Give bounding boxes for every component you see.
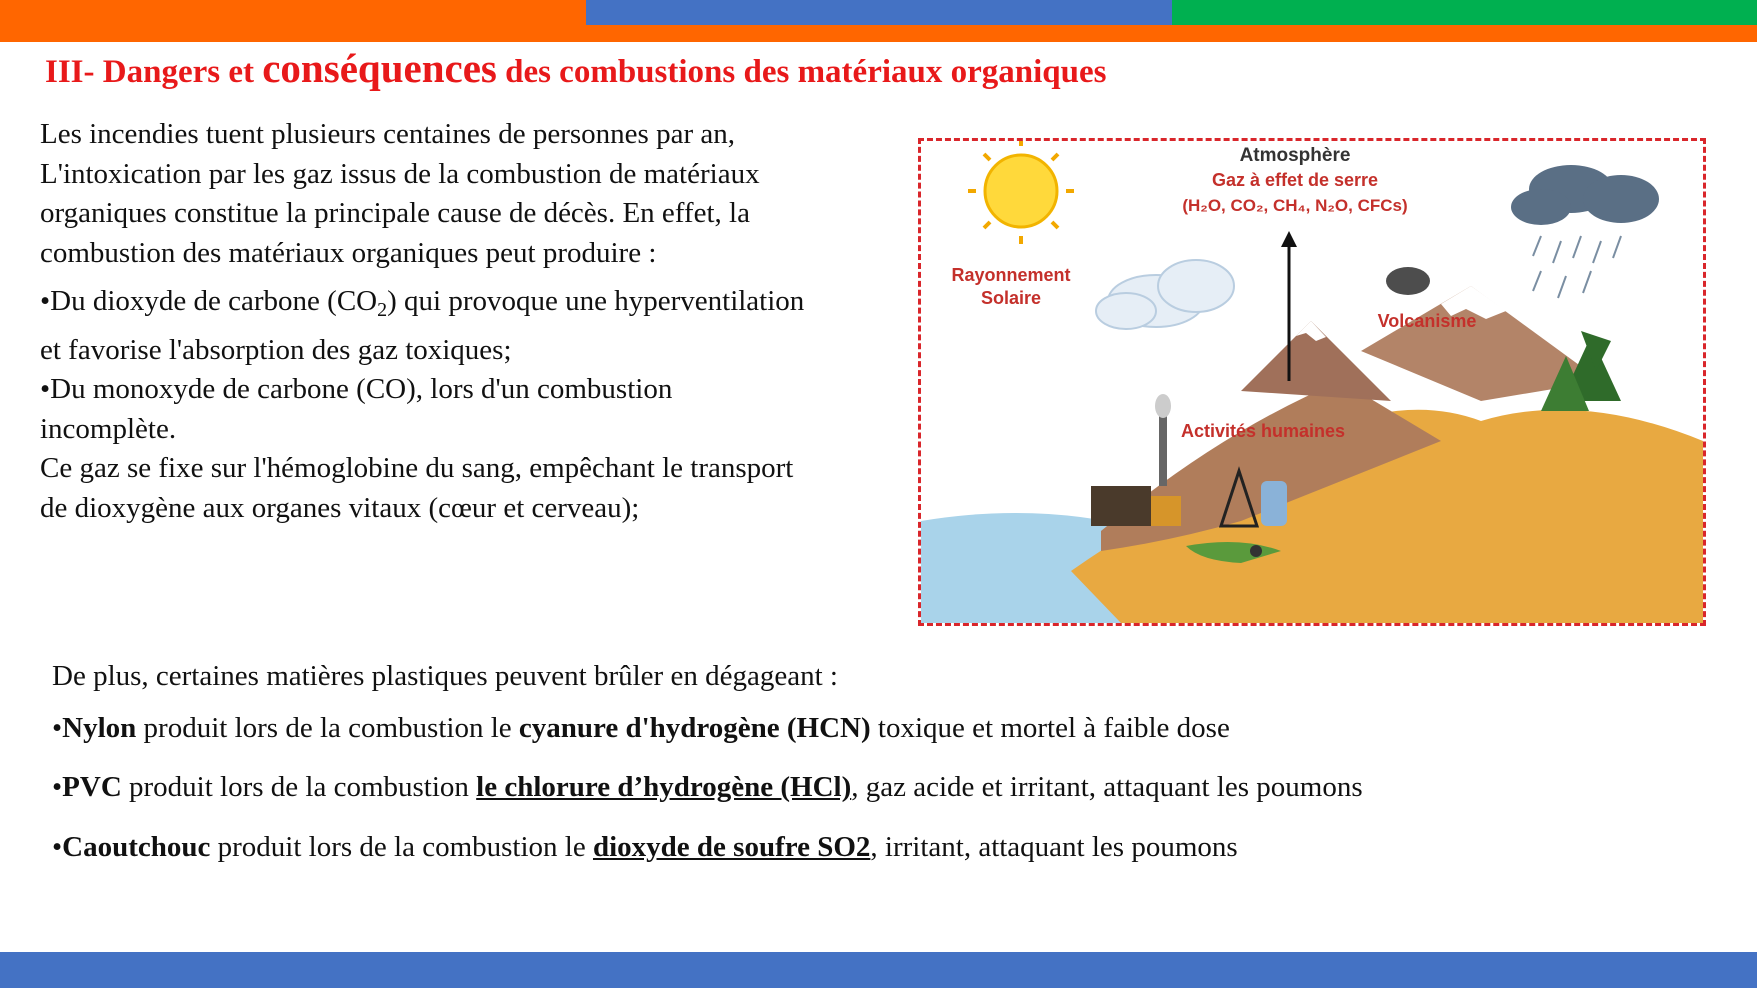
co2-bullet-line2: et favorise l'absorption des gaz toxiques;	[40, 333, 512, 366]
intro-line1: Les incendies tuent plusieurs centaines de personnes par an,	[40, 118, 735, 150]
plastic-item-pvc	[52, 771, 1363, 804]
plastic-text: produit lors de la combustion	[121, 771, 477, 803]
intro-paragraph	[40, 115, 920, 528]
plastic-effect: , gaz acide et irritant, attaquant les poumons	[851, 771, 1363, 803]
gas-name: cyanure d'hydrogène (HCN)	[518, 712, 871, 744]
co2-bullet-line1	[40, 282, 920, 331]
plastic-name: Nylon	[62, 712, 137, 744]
top-bar-orange	[0, 0, 586, 42]
bullet: •	[52, 712, 63, 744]
co-bullet-line1: •Du monoxyde de carbone (CO), lors d'un combustion	[40, 373, 673, 405]
intro-line3: organiques constitue la principale cause de décès. En effet, la	[40, 197, 750, 229]
plastic-name: PVC	[62, 771, 122, 803]
co2-subscript: 2	[377, 299, 388, 321]
top-bar-blue	[586, 0, 1172, 25]
title-part2: conséquences	[262, 45, 497, 91]
plastic-text: produit lors de la combustion le	[136, 712, 519, 744]
label-atmosphere: Atmosphère	[1239, 145, 1351, 166]
bullet: •	[52, 771, 63, 803]
title-part1: III- Dangers et	[45, 54, 263, 90]
co2-text-pre: •Du dioxyde de carbone (CO	[40, 285, 378, 317]
plastic-text: produit lors de la combustion le	[210, 831, 593, 863]
slide-title	[45, 44, 1106, 92]
plastic-item-rubber	[52, 831, 1238, 864]
label-greenhouse-gases: Gaz à effet de serre	[1211, 170, 1379, 190]
bullet: •	[52, 831, 63, 863]
plastic-item-nylon	[52, 712, 1230, 745]
co-bullet-line2: incomplète.	[40, 412, 177, 445]
plastic-name: Caoutchouc	[62, 831, 211, 863]
co-bullet-line4: de dioxygène aux organes vitaux (cœur et cerveau);	[40, 491, 640, 524]
bottom-bar	[0, 952, 1757, 988]
label-solar-1: Rayonnement	[951, 265, 1071, 285]
gas-name: dioxyde de soufre SO2	[592, 831, 871, 863]
intro-line2: L'intoxication par les gaz issus de la combustion de matériaux	[40, 157, 760, 190]
co2-text-post: ) qui provoque une hyperventilation	[387, 285, 805, 317]
label-gas-list: (H₂O, CO₂, CH₄, N₂O, CFCs)	[1182, 196, 1408, 215]
label-volcanism: Volcanisme	[1377, 311, 1477, 331]
plastic-effect: , irritant, attaquant les poumons	[870, 831, 1238, 863]
gas-name: le chlorure d’hydrogène (HCl)	[476, 771, 852, 803]
plastic-effect: toxique et mortel à faible dose	[870, 712, 1230, 744]
label-solar-2: Solaire	[980, 288, 1042, 308]
top-bar-orange-strip	[586, 25, 1757, 42]
greenhouse-illustration	[921, 141, 1703, 623]
greenhouse-figure	[918, 138, 1706, 626]
intro-line4: combustion des matériaux organiques peut produire :	[40, 236, 657, 269]
co-bullet-line3: Ce gaz se fixe sur l'hémoglobine du sang, empêchant le transport	[40, 452, 794, 484]
plastics-intro: De plus, certaines matières plastiques peuvent brûler en dégageant :	[52, 660, 838, 692]
label-human-activities: Activités humaines	[1180, 421, 1346, 441]
title-part3: des combustions des matériaux organiques	[496, 54, 1107, 90]
top-bar-green	[1172, 0, 1757, 25]
